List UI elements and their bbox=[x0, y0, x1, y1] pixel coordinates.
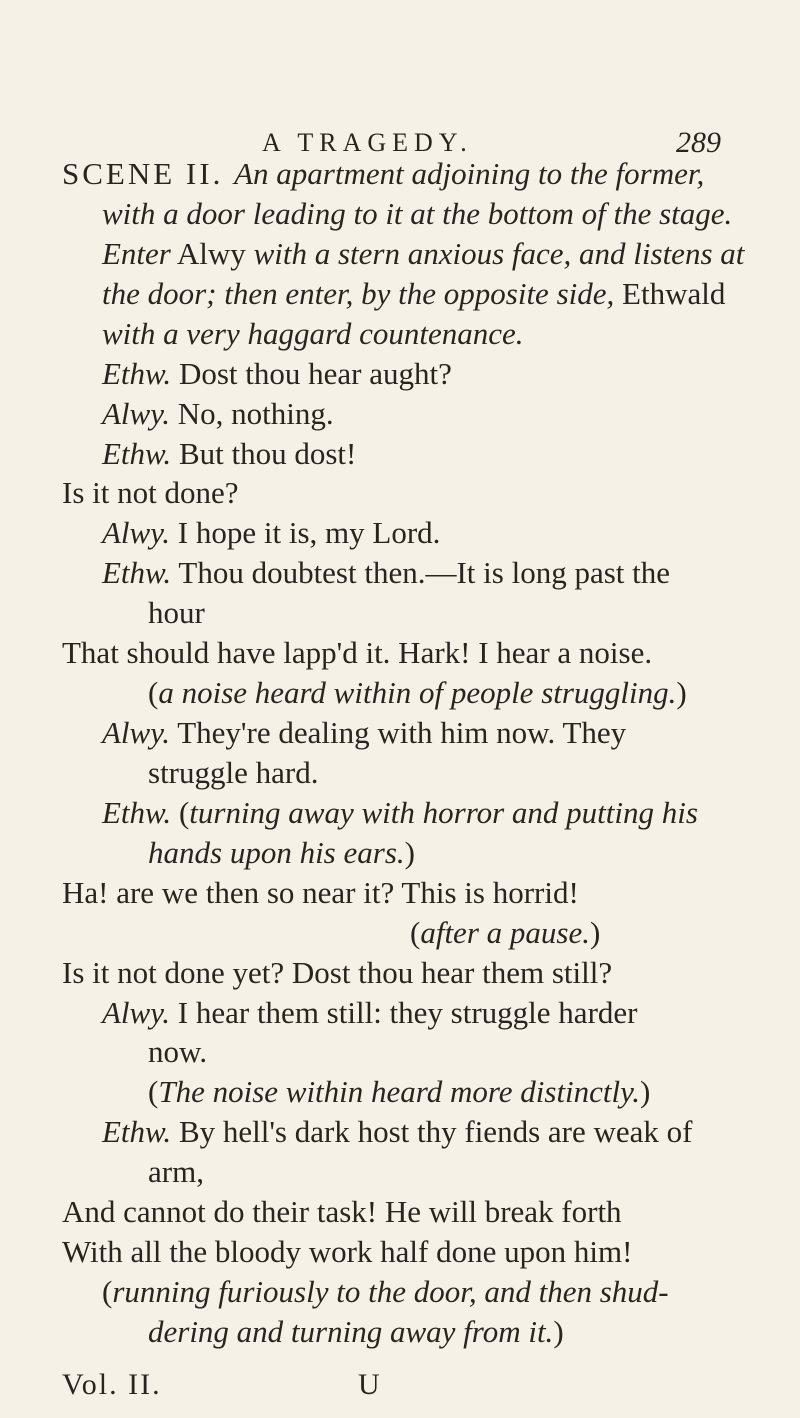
text-span: SCENE II. bbox=[62, 156, 235, 191]
text-line bbox=[102, 234, 744, 274]
text-span: The noise within heard more distinctly. bbox=[158, 1074, 640, 1110]
text-line bbox=[410, 913, 600, 953]
text-span: ( bbox=[410, 914, 421, 950]
text-span: Alwy. bbox=[102, 715, 171, 751]
text-span: the door; then enter, by the opposite side, bbox=[102, 275, 615, 311]
text-span: Enter bbox=[102, 235, 171, 271]
text-line bbox=[148, 1072, 650, 1112]
text-line bbox=[102, 713, 626, 753]
text-span: now. bbox=[148, 1034, 208, 1070]
running-header: A TRAGEDY. bbox=[262, 128, 473, 157]
text-line bbox=[148, 673, 687, 713]
text-span: running furiously to the door, and then shud- bbox=[112, 1274, 669, 1310]
text-line bbox=[62, 633, 652, 673]
text-line bbox=[102, 274, 725, 314]
text-line bbox=[102, 1112, 692, 1152]
text-line bbox=[102, 513, 440, 553]
text-line bbox=[102, 314, 524, 354]
text-line bbox=[148, 1312, 564, 1352]
text-span: dering and turning away from it. bbox=[148, 1314, 554, 1349]
text-span: ( bbox=[171, 794, 190, 830]
text-span: ( bbox=[102, 1274, 113, 1310]
text-line bbox=[148, 753, 318, 793]
text-span: Ha! are we then so near it? This is horrid! bbox=[62, 874, 579, 910]
text-line bbox=[62, 873, 579, 913]
text-span: That should have lapp'd it. Hark! I hear a noise. bbox=[62, 635, 653, 671]
text-span: By hell's dark host thy fiends are weak of bbox=[171, 1114, 693, 1150]
text-span: ) bbox=[589, 914, 601, 950]
text-line bbox=[148, 1032, 207, 1072]
text-span: Alwy. bbox=[102, 994, 171, 1030]
text-span: hands upon his ears. bbox=[148, 834, 405, 870]
text-span: ) bbox=[553, 1314, 564, 1349]
text-span: struggle hard. bbox=[148, 754, 319, 790]
text-span: An apartment adjoining to the former, bbox=[234, 156, 705, 191]
text-span: Ethw. bbox=[102, 355, 172, 391]
text-span: ( bbox=[148, 1074, 159, 1110]
text-line bbox=[102, 793, 698, 833]
text-span: Alwy bbox=[170, 235, 254, 271]
text-span: after a pause. bbox=[420, 914, 590, 950]
volume-marker: Vol. II. bbox=[62, 1368, 162, 1401]
text-span: ) bbox=[676, 675, 687, 711]
text-span: I hope it is, my Lord. bbox=[170, 515, 441, 551]
text-line bbox=[62, 953, 612, 993]
text-span: with a very haggard countenance. bbox=[102, 315, 524, 351]
text-span: Ethw. bbox=[102, 435, 172, 471]
text-span: arm, bbox=[148, 1154, 204, 1190]
text-span: Ethwald bbox=[614, 275, 726, 311]
text-span: With all the bloody work half done upon him! bbox=[62, 1234, 633, 1270]
text-line bbox=[62, 1192, 622, 1232]
text-span: with a stern anxious face, and listens at bbox=[253, 235, 745, 271]
text-span: No, nothing. bbox=[170, 395, 334, 431]
text-line bbox=[148, 593, 205, 633]
text-line bbox=[148, 1152, 204, 1192]
text-line bbox=[148, 833, 415, 873]
text-line bbox=[62, 473, 239, 513]
text-span: ) bbox=[639, 1074, 651, 1110]
text-span: Thou doubtest then.—It is long past the bbox=[171, 555, 671, 591]
text-span: But thou dost! bbox=[171, 435, 357, 471]
text-line bbox=[102, 1272, 669, 1312]
text-span: ) bbox=[404, 834, 415, 870]
text-span: Alwy. bbox=[102, 395, 171, 431]
text-line bbox=[102, 553, 670, 593]
text-span: They're dealing with him now. They bbox=[170, 715, 627, 751]
text-span: turning away with horror and putting his bbox=[189, 794, 698, 830]
text-span: I hear them still: they struggle harder bbox=[170, 994, 638, 1030]
text-span: Ethw. bbox=[102, 794, 172, 830]
text-span: a noise heard within of people struggling. bbox=[158, 675, 677, 711]
text-line bbox=[102, 194, 732, 234]
text-span: Is it not done yet? Dost thou hear them still? bbox=[62, 954, 613, 990]
text-line bbox=[102, 394, 334, 434]
text-line bbox=[62, 1232, 632, 1272]
text-span: with a door leading to it at the bottom of the stage. bbox=[102, 195, 733, 231]
text-line bbox=[102, 434, 356, 474]
text-span: Dost thou hear aught? bbox=[171, 355, 452, 391]
text-span: Is it not done? bbox=[62, 475, 239, 511]
text-line bbox=[102, 354, 452, 394]
text-line bbox=[62, 154, 704, 194]
text-line bbox=[102, 993, 637, 1033]
page-number: 289 bbox=[676, 126, 721, 159]
text-span: Ethw. bbox=[102, 555, 172, 591]
signature-mark: U bbox=[358, 1368, 380, 1401]
text-span: Ethw. bbox=[102, 1114, 172, 1150]
text-span: Alwy. bbox=[102, 515, 171, 551]
text-span: And cannot do their task! He will break forth bbox=[62, 1194, 622, 1230]
text-span: ( bbox=[148, 675, 159, 711]
text-span: hour bbox=[148, 595, 205, 631]
